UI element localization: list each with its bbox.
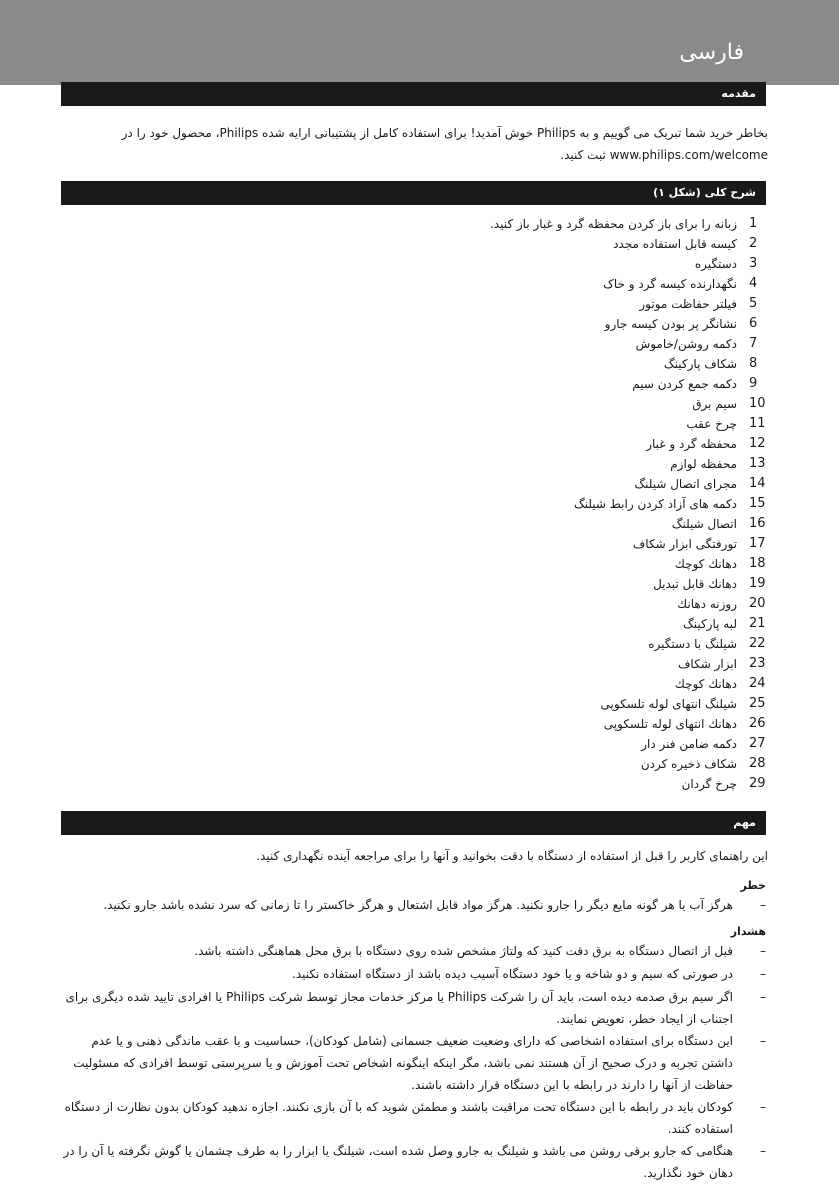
list-item-label: تورفتگی ابزار شکاف	[632, 537, 737, 551]
list-item	[61, 574, 769, 594]
list-item-label: دکمه ضامن فنر دار	[641, 737, 737, 751]
list-item-number: 9	[749, 376, 758, 391]
important-intro: این راهنمای کاربر را قبل از استفاده از دستگاه با دقت بخوانید و آنها را برای مراجعه آینده نگهداری کنید.	[256, 849, 768, 863]
list-item-label: دکمه روشن/خاموش	[635, 337, 737, 351]
list-item-label: فیلتر حفاظت موتور	[639, 297, 737, 311]
list-item	[61, 554, 769, 574]
list-item-label: دستگیره	[694, 257, 737, 271]
list-item-number: 10	[749, 396, 766, 411]
language-label: فارسی	[679, 40, 744, 65]
list-item-number: 25	[749, 696, 766, 711]
list-item	[61, 314, 769, 334]
list-item-label: اتصال شیلنگ	[671, 517, 737, 531]
list-item-number: 6	[749, 316, 758, 331]
list-item	[61, 734, 769, 754]
bullet-text: این دستگاه برای استفاده اشخاصی که دارای وضعیت ضعیف جسمانی (شامل کودکان)، حساسیت و یا عقب ماندگی ذهنی و یا عدم داشتن تجربه و درک صحیح از آن هستند نمی باشد، مگر اینکه اینگونه اشخاص تحت آموزش و یا سرپرستی توسط افرادی که مسئولیت حفاظت از آنها را دارند در رابطه با این دستگاه قرار داشته باشند.	[73, 1034, 733, 1092]
bullet-text: قبل از اتصال دستگاه به برق دقت کنید که ولتاژ مشخص شده روی دستگاه با برق محل هماهنگی داشته باشد.	[194, 944, 733, 958]
bullet-text: هرگز آب یا هر گونه مایع دیگر را جارو نکنید. هرگز مواد قابل اشتعال و هرگز خاکستر را تا زمانی که سرد نشده باشد جارو نکنید.	[103, 898, 733, 912]
bullet-item	[61, 986, 766, 1030]
list-item-number: 17	[749, 536, 766, 551]
list-item-label: چرخ گردان	[681, 777, 737, 791]
list-item	[61, 374, 769, 394]
list-item	[61, 514, 769, 534]
list-item	[61, 394, 769, 414]
list-item-number: 5	[749, 296, 758, 311]
list-item-number: 18	[749, 556, 766, 571]
list-item-label: دهانك کوچك	[674, 677, 737, 691]
list-item	[61, 594, 769, 614]
bullet-item	[61, 940, 766, 962]
bullet-dash: –	[760, 1144, 766, 1158]
list-item-label: شکاف ذخیره کردن	[640, 757, 737, 771]
list-item-number: 28	[749, 756, 766, 771]
list-item	[61, 674, 769, 694]
list-item-number: 3	[749, 256, 758, 271]
section-heading-important: مهم	[61, 811, 766, 835]
list-item-label: دهانك قابل تبدیل	[653, 577, 737, 591]
intro-paragraph: بخاطر خرید شما تبریک می گوییم و به Philips خوش آمدید! برای استفاده کامل از پشتیبانی ارایه شده Philips، محصول خود را در www.philips.com/welcome ثبت کنید.	[121, 126, 768, 162]
list-item	[61, 474, 769, 494]
list-item	[61, 234, 769, 254]
list-item-label: مجرای اتصال شیلنگ	[634, 477, 737, 491]
list-item-number: 8	[749, 356, 758, 371]
list-item-label: نشانگر پر بودن کیسه جارو	[604, 317, 737, 331]
list-item-number: 4	[749, 276, 758, 291]
section-heading-intro: مقدمه	[61, 82, 766, 106]
bullet-dash: –	[760, 1100, 766, 1114]
list-item-label: محفظه گرد و غبار	[646, 437, 737, 451]
bullet-dash: –	[760, 944, 766, 958]
list-item	[61, 654, 769, 674]
list-item-number: 26	[749, 716, 766, 731]
list-item-number: 16	[749, 516, 766, 531]
list-item	[61, 214, 769, 234]
list-item	[61, 334, 769, 354]
list-item	[61, 614, 769, 634]
list-item	[61, 254, 769, 274]
list-item-label: نگهدارنده کیسه گرد و خاک	[603, 277, 737, 291]
section-heading-overview: شرح کلی (شکل ۱)	[61, 181, 766, 205]
list-item-label: شیلنگ انتهای لوله تلسکوپی	[600, 697, 737, 711]
bullet-dash: –	[760, 967, 766, 981]
list-item-number: 7	[749, 336, 758, 351]
bullet-dash: –	[760, 990, 766, 1004]
list-item-number: 24	[749, 676, 766, 691]
bullet-dash: –	[760, 898, 766, 912]
list-item-number: 15	[749, 496, 766, 511]
list-item-number: 19	[749, 576, 766, 591]
bullet-text: کودکان باید در رابطه با این دستگاه تحت مراقبت باشند و مطمئن شوید که با آن بازی نکنند. اجازه ندهید کودکان بدون نظارت از دستگاه استفاده کنند.	[64, 1100, 733, 1136]
overview-list	[61, 214, 769, 794]
list-item-number: 27	[749, 736, 766, 751]
list-item-label: لبه پارکینگ	[682, 617, 737, 631]
list-item-number: 21	[749, 616, 766, 631]
list-item	[61, 754, 769, 774]
top-banner	[0, 0, 839, 85]
bullet-text: در صورتی که سیم و دو شاخه و یا خود دستگاه آسیب دیده باشد از دستگاه استفاده نکنید.	[292, 967, 733, 981]
list-item-label: روزنه دهانك	[677, 597, 737, 611]
bullet-item	[61, 894, 766, 916]
list-item	[61, 694, 769, 714]
bullet-text: هنگامی که جارو برقی روشن می باشد و شیلنگ به جارو وصل شده است، شیلنگ یا ابزار را به طرف چشمان یا گوش نگرفته یا آن را در دهان خود نگذارید.	[63, 1144, 733, 1180]
list-item	[61, 634, 769, 654]
list-item	[61, 354, 769, 374]
list-item-label: ابزار شکاف	[677, 657, 737, 671]
list-item-label: محفظه لوازم	[670, 457, 737, 471]
list-item-label: شکاف پارکینگ	[663, 357, 737, 371]
list-item-number: 14	[749, 476, 766, 491]
danger-heading: خطر	[740, 879, 766, 892]
list-item-label: کیسه قابل استفاده مجدد	[613, 237, 737, 251]
list-item	[61, 414, 769, 434]
bullet-dash: –	[760, 1034, 766, 1048]
list-item	[61, 534, 769, 554]
list-item	[61, 774, 769, 794]
list-item	[61, 454, 769, 474]
list-item-number: 13	[749, 456, 766, 471]
list-item-label: دکمه های آزاد کردن رابط شیلنگ	[573, 497, 737, 511]
list-item-number: 29	[749, 776, 766, 791]
list-item-label: شیلنگ با دستگیره	[648, 637, 737, 651]
list-item-label: زبانه را برای باز کردن محفظه گرد و غبار باز کنید.	[489, 217, 737, 231]
bullet-item	[61, 1030, 766, 1096]
list-item	[61, 494, 769, 514]
warning-heading: هشدار	[730, 925, 766, 938]
list-item-number: 1	[749, 216, 758, 231]
bullet-item	[61, 963, 766, 985]
list-item-number: 23	[749, 656, 766, 671]
list-item	[61, 274, 769, 294]
list-item	[61, 714, 769, 734]
list-item	[61, 434, 769, 454]
bullet-item	[61, 1140, 766, 1184]
list-item-number: 12	[749, 436, 766, 451]
list-item	[61, 294, 769, 314]
list-item-label: دهانك انتهای لوله تلسکوپی	[603, 717, 737, 731]
list-item-label: سیم برق	[692, 397, 737, 411]
list-item-number: 20	[749, 596, 766, 611]
list-item-number: 2	[749, 236, 758, 251]
list-item-label: دهانك کوچك	[674, 557, 737, 571]
bullet-item	[61, 1096, 766, 1140]
list-item-number: 11	[749, 416, 766, 431]
list-item-label: دکمه جمع کردن سیم	[632, 377, 737, 391]
list-item-label: چرخ عقب	[686, 417, 737, 431]
list-item-number: 22	[749, 636, 766, 651]
bullet-text: اگر سیم برق صدمه دیده است، باید آن را شرکت Philips یا مرکز خدمات مجاز توسط شرکت Philips یا افرادی تایید شده دیگری برای اجتناب از ایجاد خطر، تعویض نمایند.	[65, 990, 733, 1026]
